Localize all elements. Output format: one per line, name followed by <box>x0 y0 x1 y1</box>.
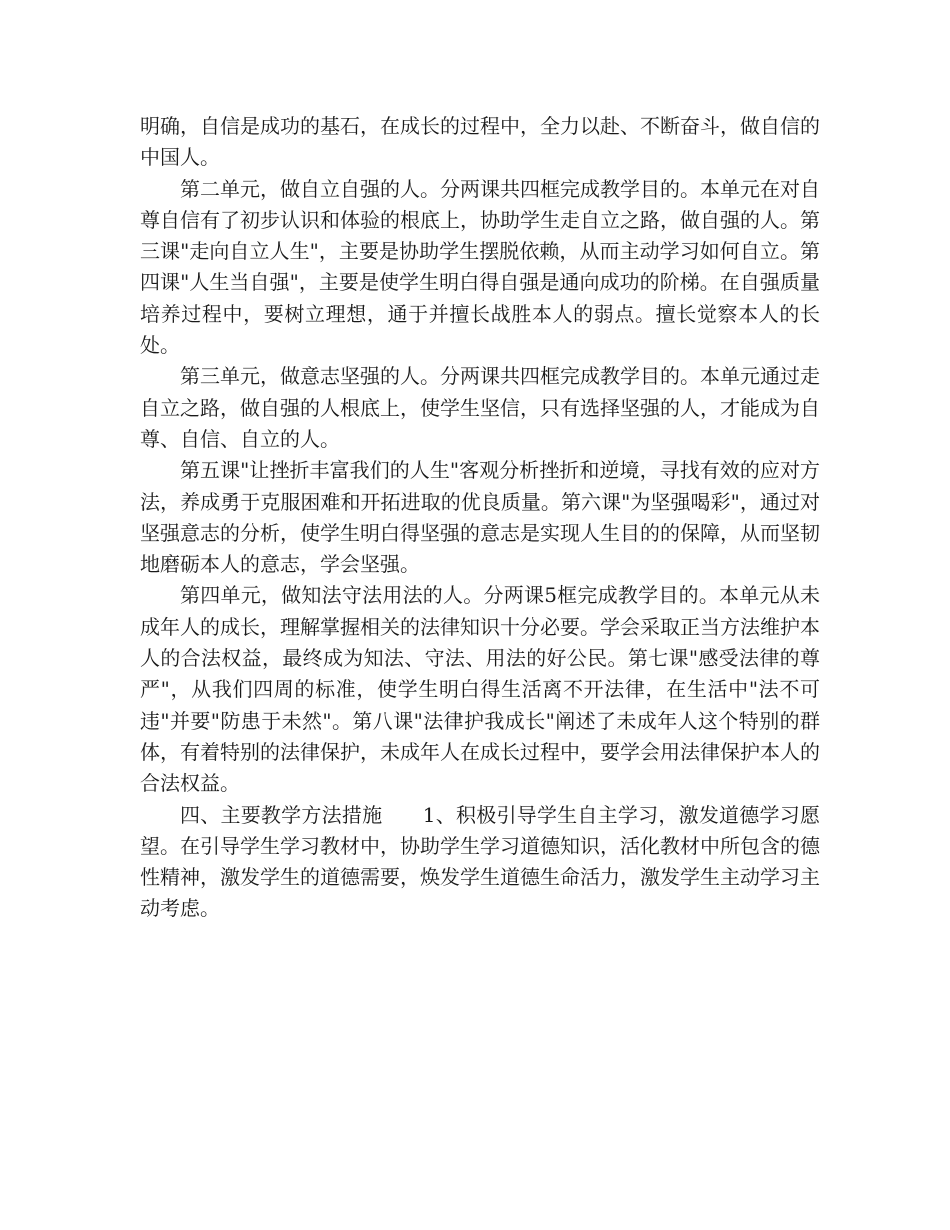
paragraph-unit-three: 第三单元，做意志坚强的人。分两课共四框完成教学目的。本单元通过走自立之路，做自强的人根底上，使学生坚信，只有选择坚强的人，才能成为自尊、自信、自立的人。 <box>140 364 820 451</box>
paragraph-unit-two: 第二单元，做自立自强的人。分两课共四框完成教学目的。本单元在对自尊自信有了初步认识和体验的根底上，协助学生走自立之路，做自强的人。第三课"走向自立人生"，主要是协助学生摆脱依赖，从而主动学习如何自立。第四课"人生当自强"，主要是使学生明白得自强是通向成功的阶梯。在自强质量培养过程中，要树立理想，通于并擅长战胜本人的弱点。擅长觉察本人的长处。 <box>140 176 820 358</box>
paragraph-unit-four: 第四单元，做知法守法用法的人。分两课5框完成教学目的。本单元从未成年人的成长，理解掌握相关的法律知识十分必要。学会采取正当方法维护本人的合法权益，最终成为知法、守法、用法的好公民。第七课"感受法律的尊严"，从我们四周的标准，使学生明白得生活离不开法律，在生活中"法不可违"并要"防患于未然"。第八课"法律护我成长"阐述了未成年人这个特别的群体，有着特别的法律保护，未成年人在成长过程中，要学会用法律保护本人的合法权益。 <box>140 583 820 796</box>
body-text <box>140 111 820 925</box>
paragraph-lessons-five-six: 第五课"让挫折丰富我们的人生"客观分析挫折和逆境，寻找有效的应对方法，养成勇于克服困难和开拓进取的优良质量。第六课"为坚强喝彩"，通过对坚强意志的分析，使学生明白得坚强的意志是实现人生目的的保障，从而坚韧地磨砺本人的意志，学会坚强。 <box>140 458 820 577</box>
paragraph-continuation: 明确，自信是成功的基石，在成长的过程中，全力以赴、不断奋斗，做自信的中国人。 <box>140 114 820 170</box>
paragraph-teaching-methods: 四、主要教学方法措施 1、积极引导学生自主学习，激发道德学习愿望。在引导学生学习教材中，协助学生学习道德知识，活化教材中所包含的德性精神，激发学生的道德需要，焕发学生道德生命活力，激发学生主动学习主动考虑。 <box>140 802 820 921</box>
